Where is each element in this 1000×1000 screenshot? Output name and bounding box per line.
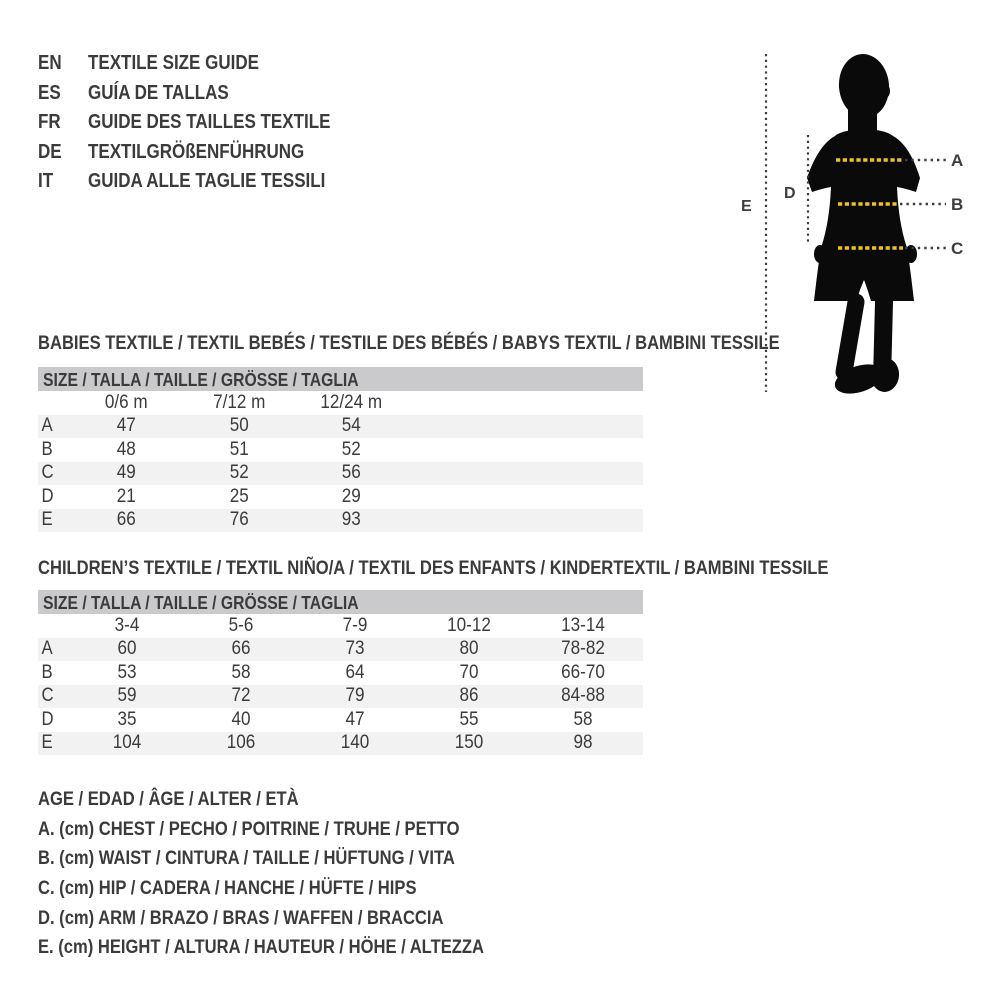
lang-title-es: GUÍA DE TALLAS (88, 81, 229, 104)
legend-arm: D. (cm) ARM / BRAZO / BRAS / WAFFEN / BRACCIA (38, 906, 444, 929)
babies-col-0: 0/6 m (104, 391, 148, 413)
figure-label-d: D (784, 185, 796, 202)
lang-row-de (38, 138, 373, 168)
lang-row-es (38, 79, 373, 109)
children-size-table (38, 590, 643, 755)
lang-title-fr: GUIDE DES TAILLES TEXTILE (88, 111, 331, 134)
children-row-d: D 35 40 47 55 58 (41, 708, 593, 730)
silhouette-shirt (807, 129, 920, 248)
children-col-2: 7-9 (342, 614, 368, 636)
children-section-title: CHILDREN’S TEXTILE / TEXTIL NIÑO/A / TEXTIL DES ENFANTS / KINDERTEXTIL / BAMBINI TESSILE (38, 557, 829, 579)
children-row-a: A 60 66 73 80 78-82 (38, 638, 643, 662)
children-col-1: 5-6 (228, 614, 254, 636)
lang-code-it: IT (38, 170, 54, 193)
babies-table-header-bar: SIZE / TALLA / TAILLE / GRÖSSE / TAGLIA (38, 367, 643, 391)
legend-chest: A. (cm) CHEST / PECHO / POITRINE / TRUHE / PETTO (38, 817, 460, 840)
lang-row-en (38, 49, 373, 79)
babies-row-c: C 49 52 56 (38, 462, 643, 486)
figure-label-b: B (951, 195, 964, 214)
lang-row-fr (38, 108, 373, 138)
lang-title-en: TEXTILE SIZE GUIDE (88, 52, 259, 75)
lang-row-it (38, 167, 373, 197)
lang-code-es: ES (38, 81, 61, 104)
measurement-legend (38, 785, 563, 963)
lang-code-de: DE (38, 140, 62, 163)
lang-code-fr: FR (38, 111, 61, 134)
figure-label-c: C (951, 239, 964, 258)
children-row-c: C 59 72 79 86 84-88 (38, 685, 643, 709)
babies-size-table (38, 367, 643, 532)
children-col-0: 3-4 (114, 614, 140, 636)
children-row-b: B 53 58 64 70 66-70 (41, 661, 605, 683)
children-col-4: 13-14 (561, 614, 605, 636)
children-col-3: 10-12 (447, 614, 491, 636)
language-title-list (38, 49, 373, 197)
babies-section-title: BABIES TEXTILE / TEXTIL BEBÉS / TESTILE DES BÉBÉS / BABYS TEXTIL / BAMBINI TESSILE (38, 332, 780, 354)
legend-hip: C. (cm) HIP / CADERA / HANCHE / HÜFTE / HIPS (38, 877, 417, 900)
babies-row-a: A 47 50 54 (38, 415, 643, 439)
lang-title-it: GUIDA ALLE TAGLIE TESSILI (88, 170, 326, 193)
legend-height: E. (cm) HEIGHT / ALTURA / HAUTEUR / HÖHE / ALTEZZA (38, 936, 484, 959)
babies-column-header-row (38, 391, 643, 415)
babies-col-2: 12/24 m (320, 391, 383, 413)
figure-label-e: E (741, 198, 752, 215)
legend-waist: B. (cm) WAIST / CINTURA / TAILLE / HÜFTUNG / VITA (38, 847, 455, 870)
babies-row-d: D 21 25 29 (41, 485, 361, 507)
silhouette-ear (880, 84, 890, 98)
babies-col-1: 7/12 m (212, 391, 265, 413)
legend-age: AGE / EDAD / ÂGE / ALTER / ETÀ (38, 788, 299, 810)
silhouette-shorts (814, 248, 914, 301)
children-row-e: E 104 106 140 150 98 (38, 732, 643, 756)
lang-code-en: EN (38, 52, 62, 75)
babies-row-b: B 48 51 52 (41, 438, 361, 460)
figure-label-a: A (951, 151, 964, 170)
children-column-header-row (38, 614, 643, 638)
children-table-header-bar: SIZE / TALLA / TAILLE / GRÖSSE / TAGLIA (38, 590, 643, 614)
lang-title-de: TEXTILGRÖßENFÜHRUNG (88, 140, 305, 163)
babies-row-e: E 66 76 93 (38, 509, 643, 533)
